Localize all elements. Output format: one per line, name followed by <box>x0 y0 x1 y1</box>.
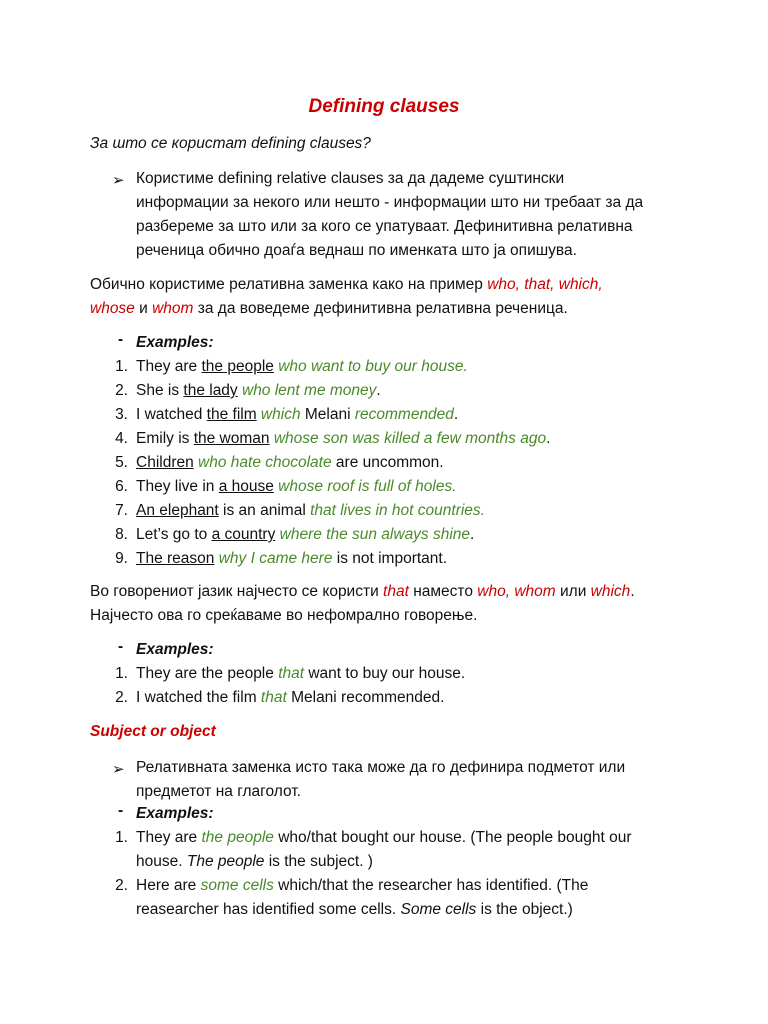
text-span: и <box>134 300 153 317</box>
dash-bullet-icon: - <box>118 638 124 655</box>
list-number: 5. <box>115 454 128 471</box>
examples-label-text: Examples: <box>136 805 214 822</box>
list-item <box>136 547 447 571</box>
text-span: They are <box>136 358 202 375</box>
clause-highlight: recommended <box>354 406 454 423</box>
list-number: 1. <box>115 358 128 375</box>
bullet1-line-3: разбереме за што или за кого се упатуваат. Дефинитивна релативна <box>136 218 633 235</box>
list-item <box>136 355 468 379</box>
list-number: 8. <box>115 526 128 543</box>
examples-label <box>136 802 214 826</box>
list-number: 6. <box>115 478 128 495</box>
text-span: Melani <box>300 406 355 423</box>
noun-underlined: a house <box>218 478 274 495</box>
paragraph2-line-1 <box>90 580 635 604</box>
list-number: 7. <box>115 502 128 519</box>
noun-underlined: the woman <box>193 430 270 447</box>
list-item <box>136 451 444 475</box>
text-span: who/that bought our house. (The people bought our <box>273 829 632 846</box>
clause-highlight: that <box>278 665 305 682</box>
clause-highlight: that lives in hot countries. <box>310 502 485 519</box>
text-span: want to buy our house. <box>304 665 466 682</box>
text-span: Emily is <box>136 430 194 447</box>
list-item-continuation <box>136 850 373 874</box>
pronoun-highlight: whom <box>152 300 194 317</box>
noun-underlined: a country <box>211 526 276 543</box>
paragraph1-line-2 <box>90 297 568 321</box>
noun-underlined: The reason <box>136 550 215 567</box>
text-span: reasearcher has identified some cells. <box>136 901 401 918</box>
clause-highlight: that <box>260 689 287 706</box>
clause-highlight: whose roof is full of holes. <box>273 478 457 495</box>
list-item <box>136 662 465 686</box>
text-span: за да воведеме дефинитивна релативна реченица. <box>193 300 568 317</box>
list-number: 4. <box>115 430 128 447</box>
bullet1-line-4: реченица обично доаѓа веднаш по именката што ја опишува. <box>136 242 577 259</box>
text-span: или <box>555 583 591 600</box>
list-number: 1. <box>115 665 128 682</box>
clause-highlight: who hate chocolate <box>193 454 332 471</box>
list-item <box>136 523 474 547</box>
text-span: are uncommon. <box>331 454 444 471</box>
bullet1-line-2: информации за некого или нешто - информации што ни требаат за да <box>136 194 644 211</box>
list-item <box>136 403 458 427</box>
list-item <box>136 826 632 850</box>
text-span: They are the people <box>136 665 279 682</box>
clause-highlight: why I came here <box>214 550 333 567</box>
text-span: . <box>470 526 475 543</box>
list-item <box>136 874 588 898</box>
list-number: 2. <box>115 877 128 894</box>
pronoun-highlight: who, whom <box>477 583 556 600</box>
bullet2-line-2: предметот на глаголот. <box>136 783 301 800</box>
noun-underlined: the film <box>206 406 257 423</box>
paragraph2-line-2: Најчесто ова го среќаваме во нефомрално говорење. <box>90 607 478 624</box>
pronoun-highlight: whose <box>90 300 135 317</box>
clause-highlight: who lent me money <box>237 382 377 399</box>
examples-label-text: Examples: <box>136 641 214 658</box>
clause-highlight: where the sun always shine <box>275 526 471 543</box>
noun-underlined: the people <box>201 358 274 375</box>
arrow-bullet-icon: ➢ <box>112 172 125 189</box>
text-span: наместо <box>408 583 478 600</box>
text-span: Melani recommended. <box>286 689 445 706</box>
pronoun-highlight: that <box>383 583 409 600</box>
text-span: is not important. <box>332 550 448 567</box>
clause-highlight: which <box>256 406 301 423</box>
arrow-bullet-icon: ➢ <box>112 761 125 778</box>
dash-bullet-icon: - <box>118 331 124 348</box>
bullet2-line-1: Релативната заменка исто така може да го дефинира подметот или <box>136 759 626 776</box>
text-span: is the object.) <box>476 901 573 918</box>
dash-bullet-icon: - <box>118 802 124 819</box>
italic-term: The people <box>186 853 265 870</box>
text-span: I watched <box>136 406 207 423</box>
clause-highlight: some cells <box>200 877 274 894</box>
list-item <box>136 499 485 523</box>
noun-underlined: the lady <box>183 382 238 399</box>
text-span: house. <box>136 853 187 870</box>
list-number: 1. <box>115 829 128 846</box>
list-number: 2. <box>115 689 128 706</box>
list-number: 2. <box>115 382 128 399</box>
text-span: I watched the film <box>136 689 261 706</box>
list-item-continuation <box>136 898 573 922</box>
list-number: 9. <box>115 550 128 567</box>
list-item <box>136 686 444 710</box>
question-line: За што се користат defining clauses? <box>90 135 371 152</box>
section-subheading: Subject or object <box>90 723 216 740</box>
noun-underlined: An elephant <box>136 502 219 519</box>
text-span: She is <box>136 382 184 399</box>
examples-label <box>136 638 214 662</box>
pronoun-highlight: who, that, which, <box>487 276 603 293</box>
text-span: is an animal <box>218 502 311 519</box>
text-span: is the subject. ) <box>264 853 373 870</box>
clause-highlight: who want to buy our house. <box>273 358 468 375</box>
list-item <box>136 427 550 451</box>
text-span: They are <box>136 829 202 846</box>
text-span: which/that the researcher has identified. (The <box>273 877 589 894</box>
page-title: Defining clauses <box>308 96 460 117</box>
text-span: . <box>453 406 459 423</box>
examples-label <box>136 331 214 355</box>
text-span: . <box>630 583 635 600</box>
list-item <box>136 379 381 403</box>
noun-underlined: Children <box>136 454 194 471</box>
text-span: . <box>546 430 551 447</box>
text-span: Let’s go to <box>136 526 212 543</box>
text-span: . <box>376 382 381 399</box>
italic-term: Some cells <box>400 901 477 918</box>
clause-highlight: the people <box>201 829 274 846</box>
text-span: Во говорениот јазик најчесто се користи <box>90 583 384 600</box>
paragraph1-line-1 <box>90 273 603 297</box>
text-span: Обично користиме релативна заменка како на пример <box>90 276 488 293</box>
pronoun-highlight: which <box>590 583 631 600</box>
bullet1-line-1: Користиме defining relative clauses за да дадеме суштински <box>136 170 565 187</box>
clause-highlight: whose son was killed a few months ago <box>269 430 547 447</box>
list-number: 3. <box>115 406 128 423</box>
examples-label-text: Examples: <box>136 334 214 351</box>
text-span: They live in <box>136 478 219 495</box>
list-item <box>136 475 457 499</box>
text-span: Here are <box>136 877 201 894</box>
